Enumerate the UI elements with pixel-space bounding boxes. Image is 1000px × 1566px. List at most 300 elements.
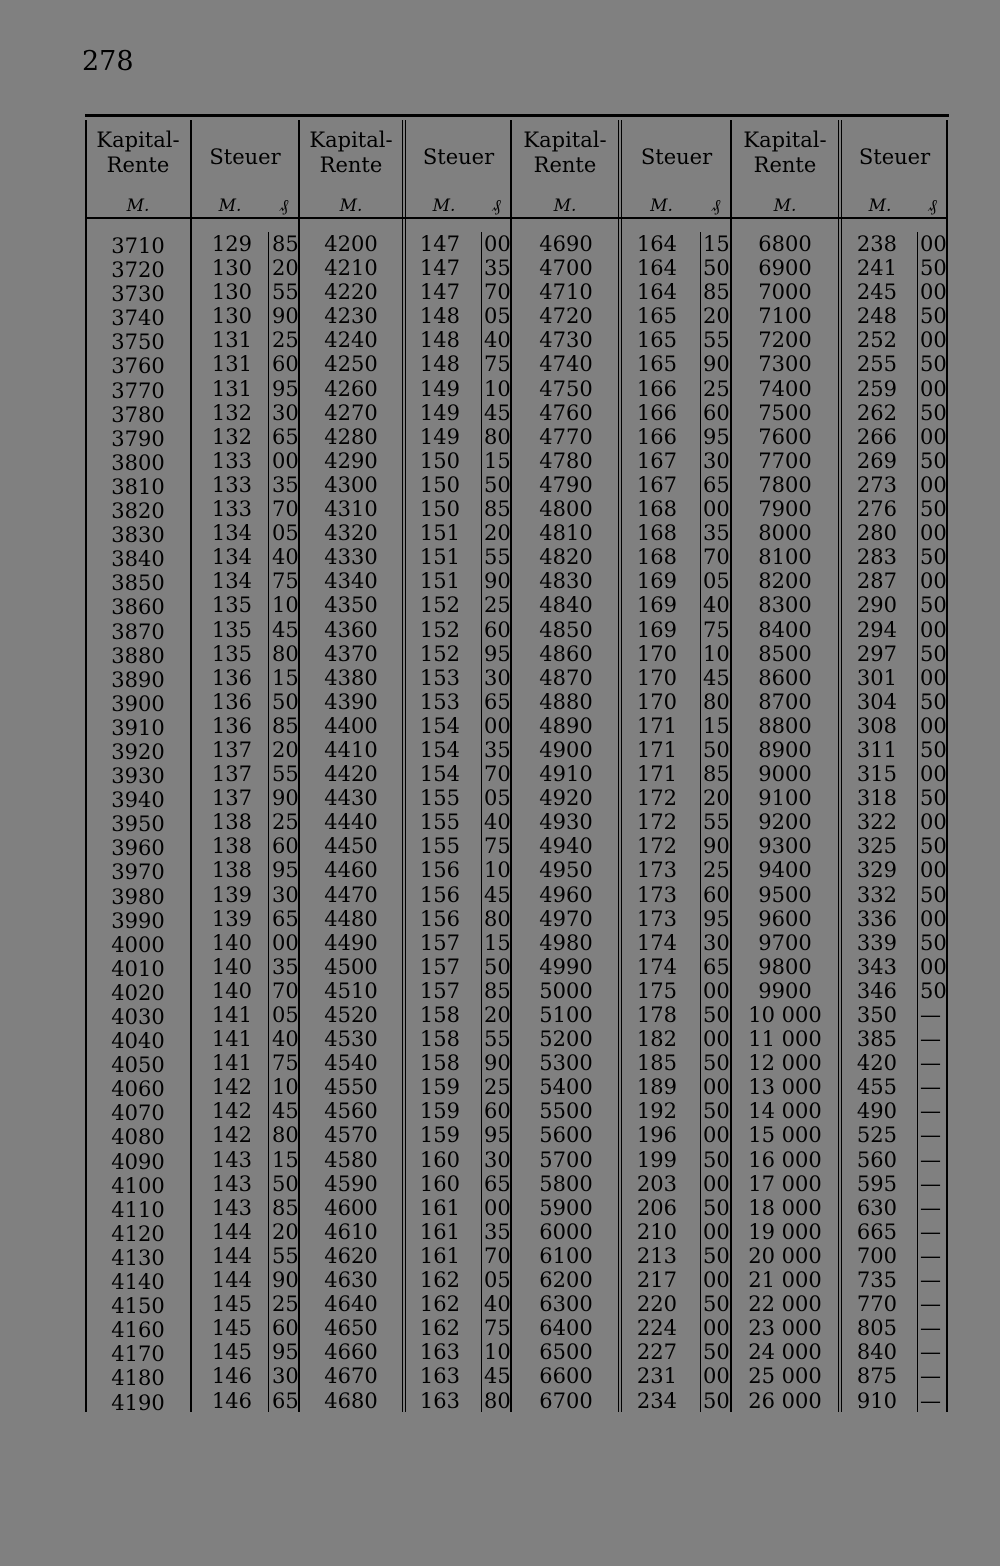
- unit-mark: M.: [773, 196, 797, 216]
- table-cell: 9900: [758, 978, 812, 1003]
- table-cell: 141: [211, 1051, 252, 1076]
- table-cell: 4790: [539, 472, 593, 497]
- table-cell: 420: [856, 1051, 897, 1076]
- table-cell: 35: [484, 737, 511, 762]
- table-cell: 162: [419, 1268, 460, 1293]
- table-cell: 169: [636, 569, 677, 594]
- table-cell: 4010: [111, 956, 165, 981]
- table-cell: 168: [636, 521, 677, 546]
- table-cell: 159: [419, 1099, 460, 1124]
- table-cell: 273: [856, 472, 897, 497]
- table-cell: 167: [636, 472, 677, 497]
- table-cell: 129: [211, 232, 252, 256]
- table-cell: 241: [856, 256, 897, 281]
- table-cell: 178: [636, 1003, 677, 1027]
- table-cell: 150: [419, 497, 460, 522]
- table-cell: 9300: [758, 834, 812, 859]
- table-cell: 134: [211, 569, 252, 594]
- table-cell: 80: [272, 1123, 299, 1148]
- table-cell: 5000: [539, 978, 593, 1003]
- table-cell: 3890: [111, 667, 165, 692]
- table-cell: 85: [272, 713, 299, 738]
- table-cell: 336: [856, 906, 897, 931]
- table-cell: 6200: [539, 1268, 593, 1293]
- table-cell: 5900: [539, 1195, 593, 1220]
- table-cell: 154: [419, 762, 460, 787]
- table-cell: 164: [636, 256, 677, 281]
- table-cell: 00: [920, 954, 947, 979]
- table-cell: 9100: [758, 786, 812, 811]
- table-cell: —: [920, 1123, 941, 1148]
- table-cell: 45: [484, 1364, 511, 1389]
- table-cell: 70: [272, 497, 299, 522]
- table-cell: 169: [636, 593, 677, 618]
- table-cell: 4980: [539, 930, 593, 955]
- table-cell: 90: [272, 786, 299, 811]
- table-cell: 30: [484, 1147, 511, 1172]
- table-cell: 136: [211, 689, 252, 714]
- table-cell: 3790: [111, 426, 165, 451]
- table-cell: 283: [856, 545, 897, 570]
- table-cell: 301: [856, 665, 897, 690]
- rente-column: [90, 234, 186, 1415]
- table-cell: 4840: [539, 593, 593, 618]
- table-cell: 4520: [324, 1003, 378, 1027]
- table-cell: 00: [920, 472, 947, 497]
- unit-pf: ₰: [711, 196, 721, 216]
- table-cell: 163: [419, 1388, 460, 1413]
- table-cell: 174: [636, 954, 677, 979]
- table-cell: 196: [636, 1123, 677, 1148]
- table-cell: 135: [211, 641, 252, 666]
- table-cell: 00: [920, 232, 947, 256]
- table-cell: 130: [211, 280, 252, 305]
- table-cell: 4990: [539, 954, 593, 979]
- table-cell: 155: [419, 834, 460, 859]
- table-cell: 80: [272, 641, 299, 666]
- table-cell: 154: [419, 713, 460, 738]
- table-cell: 40: [272, 545, 299, 570]
- table-cell: 00: [703, 1364, 730, 1389]
- table-cell: 139: [211, 882, 252, 907]
- table-cell: 770: [856, 1292, 897, 1317]
- table-cell: 4170: [111, 1342, 165, 1367]
- table-cell: 9000: [758, 762, 812, 787]
- table-cell: 3850: [111, 571, 165, 596]
- table-cell: 4760: [539, 400, 593, 425]
- table-cell: 525: [856, 1123, 897, 1148]
- table-cell: 3770: [111, 378, 165, 403]
- table-cell: 50: [703, 1099, 730, 1124]
- column-divider: [621, 120, 622, 1412]
- table-cell: 55: [272, 1243, 299, 1268]
- unit-mark: M.: [339, 196, 363, 216]
- table-cell: 16 000: [748, 1147, 822, 1172]
- pf-divider: [700, 232, 701, 1412]
- steuer-mark-column: [407, 232, 460, 1413]
- table-cell: 3980: [111, 884, 165, 909]
- table-cell: 00: [920, 280, 947, 305]
- table-cell: 35: [484, 1219, 511, 1244]
- header-steuer: Steuer: [422, 145, 495, 169]
- table-cell: 4230: [324, 304, 378, 329]
- table-cell: 4020: [111, 980, 165, 1005]
- table-cell: 153: [419, 665, 460, 690]
- table-cell: 149: [419, 376, 460, 401]
- table-cell: 45: [484, 400, 511, 425]
- table-cell: 4600: [324, 1195, 378, 1220]
- table-cell: 144: [211, 1219, 252, 1244]
- table-cell: 30: [272, 400, 299, 425]
- table-cell: 4870: [539, 665, 593, 690]
- table-cell: 213: [636, 1243, 677, 1268]
- table-cell: 95: [272, 376, 299, 401]
- table-cell: 4210: [324, 256, 378, 281]
- table-cell: 163: [419, 1364, 460, 1389]
- table-cell: 4500: [324, 954, 378, 979]
- table-cell: 40: [484, 328, 511, 353]
- table-cell: 4880: [539, 689, 593, 714]
- table-cell: 144: [211, 1268, 252, 1293]
- table-cell: 8500: [758, 641, 812, 666]
- table-cell: 05: [484, 1268, 511, 1293]
- table-cell: 35: [272, 954, 299, 979]
- table-cell: 161: [419, 1195, 460, 1220]
- table-cell: 3750: [111, 330, 165, 355]
- table-cell: 3990: [111, 908, 165, 933]
- table-cell: 252: [856, 328, 897, 353]
- table-cell: 139: [211, 906, 252, 931]
- table-cell: 5700: [539, 1147, 593, 1172]
- table-cell: 133: [211, 472, 252, 497]
- table-cell: 50: [703, 1388, 730, 1413]
- table-cell: 150: [419, 448, 460, 473]
- table-cell: 25: [272, 810, 299, 835]
- table-cell: 15: [484, 448, 511, 473]
- table-cell: 4740: [539, 352, 593, 377]
- table-cell: 45: [484, 882, 511, 907]
- table-cell: 00: [920, 521, 947, 546]
- table-cell: 20: [272, 256, 299, 281]
- table-cell: 290: [856, 593, 897, 618]
- table-cell: 130: [211, 304, 252, 329]
- table-cell: 157: [419, 978, 460, 1003]
- table-cell: 280: [856, 521, 897, 546]
- table-cell: 138: [211, 810, 252, 835]
- table-cell: 4690: [539, 232, 593, 256]
- table-cell: 55: [484, 1027, 511, 1052]
- table-cell: 4970: [539, 906, 593, 931]
- table-cell: 50: [920, 400, 947, 425]
- table-cell: 4480: [324, 906, 378, 931]
- table-cell: 142: [211, 1075, 252, 1100]
- table-cell: 4140: [111, 1270, 165, 1295]
- table-cell: 3920: [111, 739, 165, 764]
- table-cell: 65: [484, 1171, 511, 1196]
- table-cell: 165: [636, 352, 677, 377]
- table-cell: 9500: [758, 882, 812, 907]
- table-cell: 169: [636, 617, 677, 642]
- table-cell: 50: [920, 689, 947, 714]
- table-cell: 55: [703, 810, 730, 835]
- header-kapital-rente: Kapital- Rente: [743, 128, 827, 177]
- unit-pf: ₰: [928, 196, 937, 216]
- table-cell: 3720: [111, 258, 165, 283]
- table-cell: 287: [856, 569, 897, 594]
- table-cell: 4460: [324, 858, 378, 883]
- table-cell: 4330: [324, 545, 378, 570]
- table-cell: 3810: [111, 474, 165, 499]
- table-cell: 3820: [111, 499, 165, 524]
- table-cell: 90: [703, 352, 730, 377]
- table-cell: 3730: [111, 282, 165, 307]
- unit-mark: M.: [126, 196, 150, 216]
- table-cell: 4030: [111, 1005, 165, 1029]
- table-cell: —: [920, 1364, 941, 1389]
- table-cell: 135: [211, 593, 252, 618]
- table-cell: 137: [211, 762, 252, 787]
- unit-mark: M.: [868, 196, 892, 216]
- column-divider: [838, 120, 839, 1412]
- table-cell: 8400: [758, 617, 812, 642]
- table-cell: 665: [856, 1219, 897, 1244]
- table-cell: 00: [272, 930, 299, 955]
- table-cell: 4100: [111, 1173, 165, 1198]
- table-cell: 4120: [111, 1221, 165, 1246]
- column-divider: [618, 120, 619, 1412]
- table-cell: 152: [419, 641, 460, 666]
- table-cell: 4270: [324, 400, 378, 425]
- rente-column: [304, 232, 398, 1413]
- header-kapital-rente: Kapital- Rente: [523, 128, 607, 177]
- table-cell: 490: [856, 1099, 897, 1124]
- table-cell: —: [920, 1099, 941, 1124]
- table-cell: 149: [419, 424, 460, 449]
- table-cell: 80: [703, 689, 730, 714]
- table-cell: 20: [703, 786, 730, 811]
- table-cell: 910: [856, 1388, 897, 1413]
- table-cell: 4630: [324, 1268, 378, 1293]
- table-cell: 4400: [324, 713, 378, 738]
- table-cell: 154: [419, 737, 460, 762]
- table-cell: 182: [636, 1027, 677, 1052]
- table-cell: 5500: [539, 1099, 593, 1124]
- table-cell: 65: [272, 906, 299, 931]
- table-cell: 14 000: [748, 1099, 822, 1124]
- table-cell: 4240: [324, 328, 378, 353]
- table-cell: 4430: [324, 786, 378, 811]
- table-cell: 140: [211, 954, 252, 979]
- table-cell: 90: [484, 569, 511, 594]
- table-cell: 165: [636, 328, 677, 353]
- table-cell: 130: [211, 256, 252, 281]
- table-cell: 4560: [324, 1099, 378, 1124]
- table-cell: 3910: [111, 715, 165, 740]
- table-cell: 5400: [539, 1075, 593, 1100]
- table-cell: 85: [703, 762, 730, 787]
- table-cell: 50: [920, 882, 947, 907]
- table-cell: 10: [484, 858, 511, 883]
- table-cell: 143: [211, 1147, 252, 1172]
- table-cell: 60: [272, 1316, 299, 1341]
- table-cell: 227: [636, 1340, 677, 1365]
- table-cell: 173: [636, 882, 677, 907]
- table-cell: 318: [856, 786, 897, 811]
- table-cell: 9600: [758, 906, 812, 931]
- table-cell: 164: [636, 280, 677, 305]
- table-cell: 70: [484, 762, 511, 787]
- table-cell: 60: [484, 617, 511, 642]
- table-cell: 00: [920, 424, 947, 449]
- table-cell: 65: [703, 954, 730, 979]
- table-cell: 60: [272, 352, 299, 377]
- table-cell: 40: [703, 593, 730, 618]
- table-cell: 147: [419, 280, 460, 305]
- table-cell: 10: [272, 1075, 299, 1100]
- table-cell: 50: [920, 256, 947, 281]
- steuer-pf-column: [920, 232, 946, 1413]
- table-cell: 350: [856, 1003, 897, 1027]
- table-cell: 15: [484, 930, 511, 955]
- table-cell: 20: [272, 737, 299, 762]
- table-cell: 134: [211, 545, 252, 570]
- table-cell: 4830: [539, 569, 593, 594]
- table-cell: 168: [636, 545, 677, 570]
- table-cell: 203: [636, 1171, 677, 1196]
- table-cell: 189: [636, 1075, 677, 1100]
- table-cell: 172: [636, 810, 677, 835]
- table-cell: 152: [419, 617, 460, 642]
- table-cell: 3710: [111, 234, 165, 258]
- table-cell: 153: [419, 689, 460, 714]
- table-cell: 50: [920, 352, 947, 377]
- table-cell: 55: [272, 762, 299, 787]
- table-cell: 8600: [758, 665, 812, 690]
- table-cell: 138: [211, 858, 252, 883]
- table-cell: 161: [419, 1219, 460, 1244]
- table-cell: 25 000: [748, 1364, 822, 1389]
- table-cell: 170: [636, 689, 677, 714]
- table-cell: 70: [484, 280, 511, 305]
- table-cell: 133: [211, 497, 252, 522]
- table-cell: 171: [636, 762, 677, 787]
- table-cell: 50: [920, 641, 947, 666]
- table-cell: 00: [920, 713, 947, 738]
- table-cell: 4450: [324, 834, 378, 859]
- table-cell: 55: [484, 545, 511, 570]
- table-cell: —: [920, 1027, 941, 1052]
- table-cell: 840: [856, 1340, 897, 1365]
- table-cell: 45: [272, 617, 299, 642]
- table-cell: 9700: [758, 930, 812, 955]
- table-cell: 158: [419, 1027, 460, 1052]
- table-cell: 70: [272, 978, 299, 1003]
- table-cell: 156: [419, 882, 460, 907]
- table-cell: 343: [856, 954, 897, 979]
- table-cell: 172: [636, 786, 677, 811]
- table-cell: —: [920, 1388, 941, 1413]
- table-cell: 4350: [324, 593, 378, 618]
- table-cell: 20: [703, 304, 730, 329]
- table-cell: 4680: [324, 1388, 378, 1413]
- table-cell: 4360: [324, 617, 378, 642]
- table-cell: 25: [484, 1075, 511, 1100]
- table-cell: 315: [856, 762, 897, 787]
- table-cell: 269: [856, 448, 897, 473]
- table-cell: 6300: [539, 1292, 593, 1317]
- table-cell: 248: [856, 304, 897, 329]
- table-cell: 85: [272, 1195, 299, 1220]
- table-cell: 00: [920, 665, 947, 690]
- table-cell: 10: [703, 641, 730, 666]
- table-cell: 30: [703, 930, 730, 955]
- table-cell: 329: [856, 858, 897, 883]
- table-cell: 8800: [758, 713, 812, 738]
- table-cell: 20: [272, 1219, 299, 1244]
- table-cell: 162: [419, 1316, 460, 1341]
- table-cell: 35: [484, 256, 511, 281]
- table-cell: 20: [484, 1003, 511, 1027]
- table-cell: 23 000: [748, 1316, 822, 1341]
- table-cell: 00: [703, 1075, 730, 1100]
- table-cell: 4570: [324, 1123, 378, 1148]
- table-cell: 4750: [539, 376, 593, 401]
- table-cell: 156: [419, 858, 460, 883]
- table-cell: 148: [419, 304, 460, 329]
- table-cell: 24 000: [748, 1340, 822, 1365]
- table-cell: 00: [920, 569, 947, 594]
- table-cell: 8900: [758, 737, 812, 762]
- table-cell: 18 000: [748, 1195, 822, 1220]
- table-cell: 136: [211, 665, 252, 690]
- table-cell: 144: [211, 1243, 252, 1268]
- table-cell: 65: [703, 472, 730, 497]
- table-cell: 8300: [758, 593, 812, 618]
- table-cell: 50: [920, 304, 947, 329]
- table-cell: 50: [920, 834, 947, 859]
- table-cell: 159: [419, 1123, 460, 1148]
- table-cell: 4620: [324, 1243, 378, 1268]
- table-cell: 30: [703, 448, 730, 473]
- table-cell: 137: [211, 737, 252, 762]
- table-cell: 70: [484, 1243, 511, 1268]
- table-cell: 4060: [111, 1077, 165, 1102]
- table-cell: 308: [856, 713, 897, 738]
- table-cell: 4900: [539, 737, 593, 762]
- table-cell: 5200: [539, 1027, 593, 1052]
- table-cell: 10 000: [748, 1003, 822, 1027]
- table-cell: 217: [636, 1268, 677, 1293]
- table-cell: 6100: [539, 1243, 593, 1268]
- table-cell: 735: [856, 1268, 897, 1293]
- table-cell: 9200: [758, 810, 812, 835]
- table-cell: 255: [856, 352, 897, 377]
- table-cell: 25: [703, 376, 730, 401]
- table-cell: 4820: [539, 545, 593, 570]
- table-cell: 26 000: [748, 1388, 822, 1413]
- rente-column: [735, 232, 835, 1413]
- table-cell: 00: [920, 810, 947, 835]
- table-cell: 35: [703, 521, 730, 546]
- table-cell: 85: [484, 978, 511, 1003]
- table-cell: 4370: [324, 641, 378, 666]
- table-cell: 171: [636, 737, 677, 762]
- table-cell: 30: [272, 1364, 299, 1389]
- table-cell: 4340: [324, 569, 378, 594]
- table-cell: 10: [484, 1340, 511, 1365]
- table-cell: 95: [703, 906, 730, 931]
- table-cell: 132: [211, 424, 252, 449]
